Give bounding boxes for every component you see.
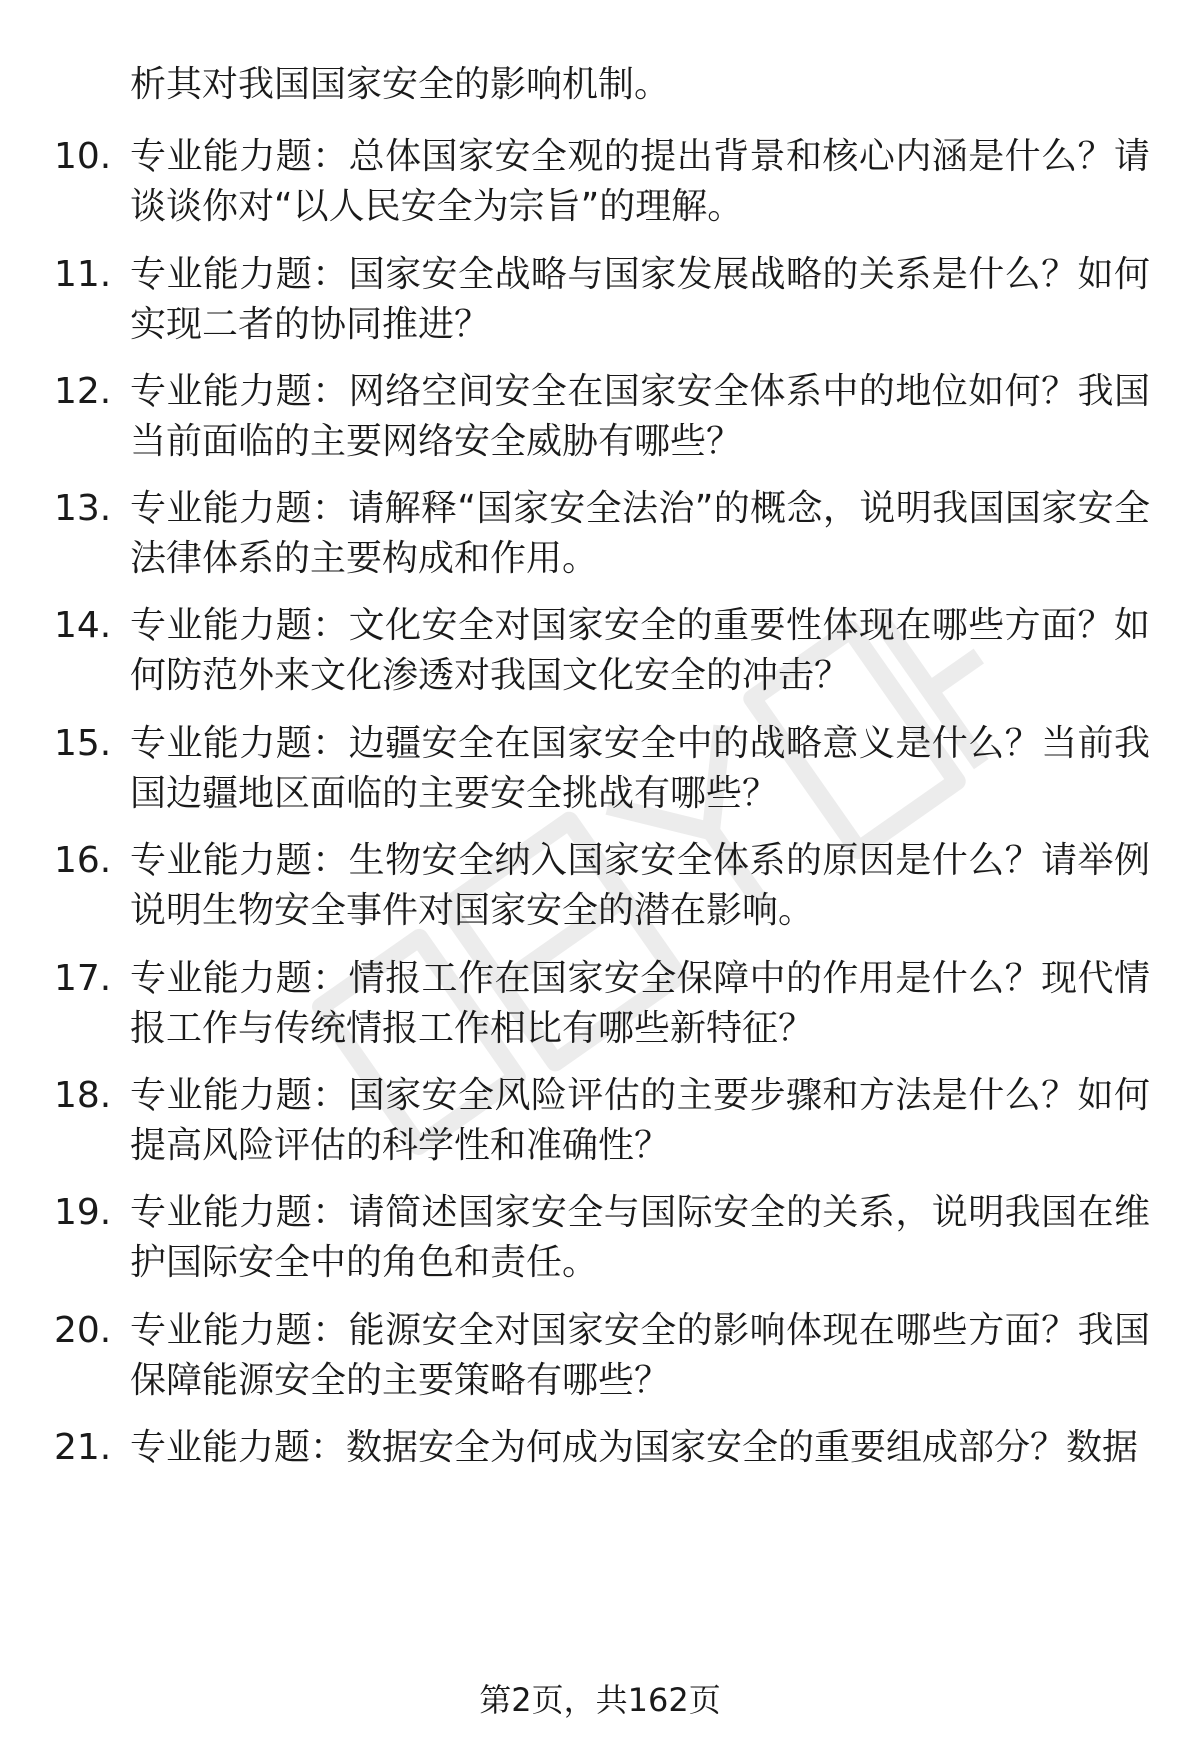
question-text: 专业能力题：总体国家安全观的提出背景和核心内涵是什么？请谈谈你对“以人民安全为宗旨”的理解。 (130, 136, 1150, 227)
question-text: 专业能力题：生物安全纳入国家安全体系的原因是什么？请举例说明生物安全事件对国家安全的潜在影响。 (130, 840, 1150, 931)
continuation-text: 析其对我国国家安全的影响机制。 (130, 64, 671, 105)
question-number: 13. (54, 488, 112, 529)
question-text: 专业能力题：请简述国家安全与国际安全的关系，说明我国在维护国际安全中的角色和责任。 (130, 1192, 1150, 1283)
question-number: 17. (54, 958, 112, 999)
question-text: 专业能力题：边疆安全在国家安全中的战略意义是什么？当前我国边疆地区面临的主要安全挑战有哪些？ (130, 723, 1150, 814)
page-footer: 第2页，共162页 (479, 1681, 721, 1719)
question-text: 专业能力题：国家安全风险评估的主要步骤和方法是什么？如何提高风险评估的科学性和准确性？ (130, 1075, 1150, 1166)
question-number: 21. (54, 1427, 112, 1468)
question-text: 专业能力题：请解释“国家安全法治”的概念，说明我国国家安全法律体系的主要构成和作用。 (130, 488, 1150, 579)
question-number: 12. (54, 371, 112, 412)
question-number: 20. (54, 1310, 112, 1351)
question-number: 18. (54, 1075, 112, 1116)
question-text: 专业能力题：情报工作在国家安全保障中的作用是什么？现代情报工作与传统情报工作相比有哪些新特征？ (130, 958, 1150, 1049)
question-number: 16. (54, 840, 112, 881)
question-text: 专业能力题：文化安全对国家安全的重要性体现在哪些方面？如何防范外来文化渗透对我国文化安全的冲击？ (130, 605, 1150, 696)
question-number: 19. (54, 1192, 112, 1233)
question-number: 10. (54, 136, 112, 177)
question-number: 15. (54, 723, 112, 764)
question-number: 11. (54, 254, 112, 295)
question-text: 专业能力题：国家安全战略与国家发展战略的关系是什么？如何实现二者的协同推进？ (130, 254, 1150, 345)
question-text: 专业能力题：网络空间安全在国家安全体系中的地位如何？我国当前面临的主要网络安全威胁有哪些？ (130, 371, 1150, 462)
question-text: 专业能力题：能源安全对国家安全的影响体现在哪些方面？我国保障能源安全的主要策略有哪些？ (130, 1310, 1150, 1401)
question-text: 专业能力题：数据安全为何成为国家安全的重要组成部分？数据 (130, 1427, 1139, 1468)
question-number: 14. (54, 605, 112, 646)
